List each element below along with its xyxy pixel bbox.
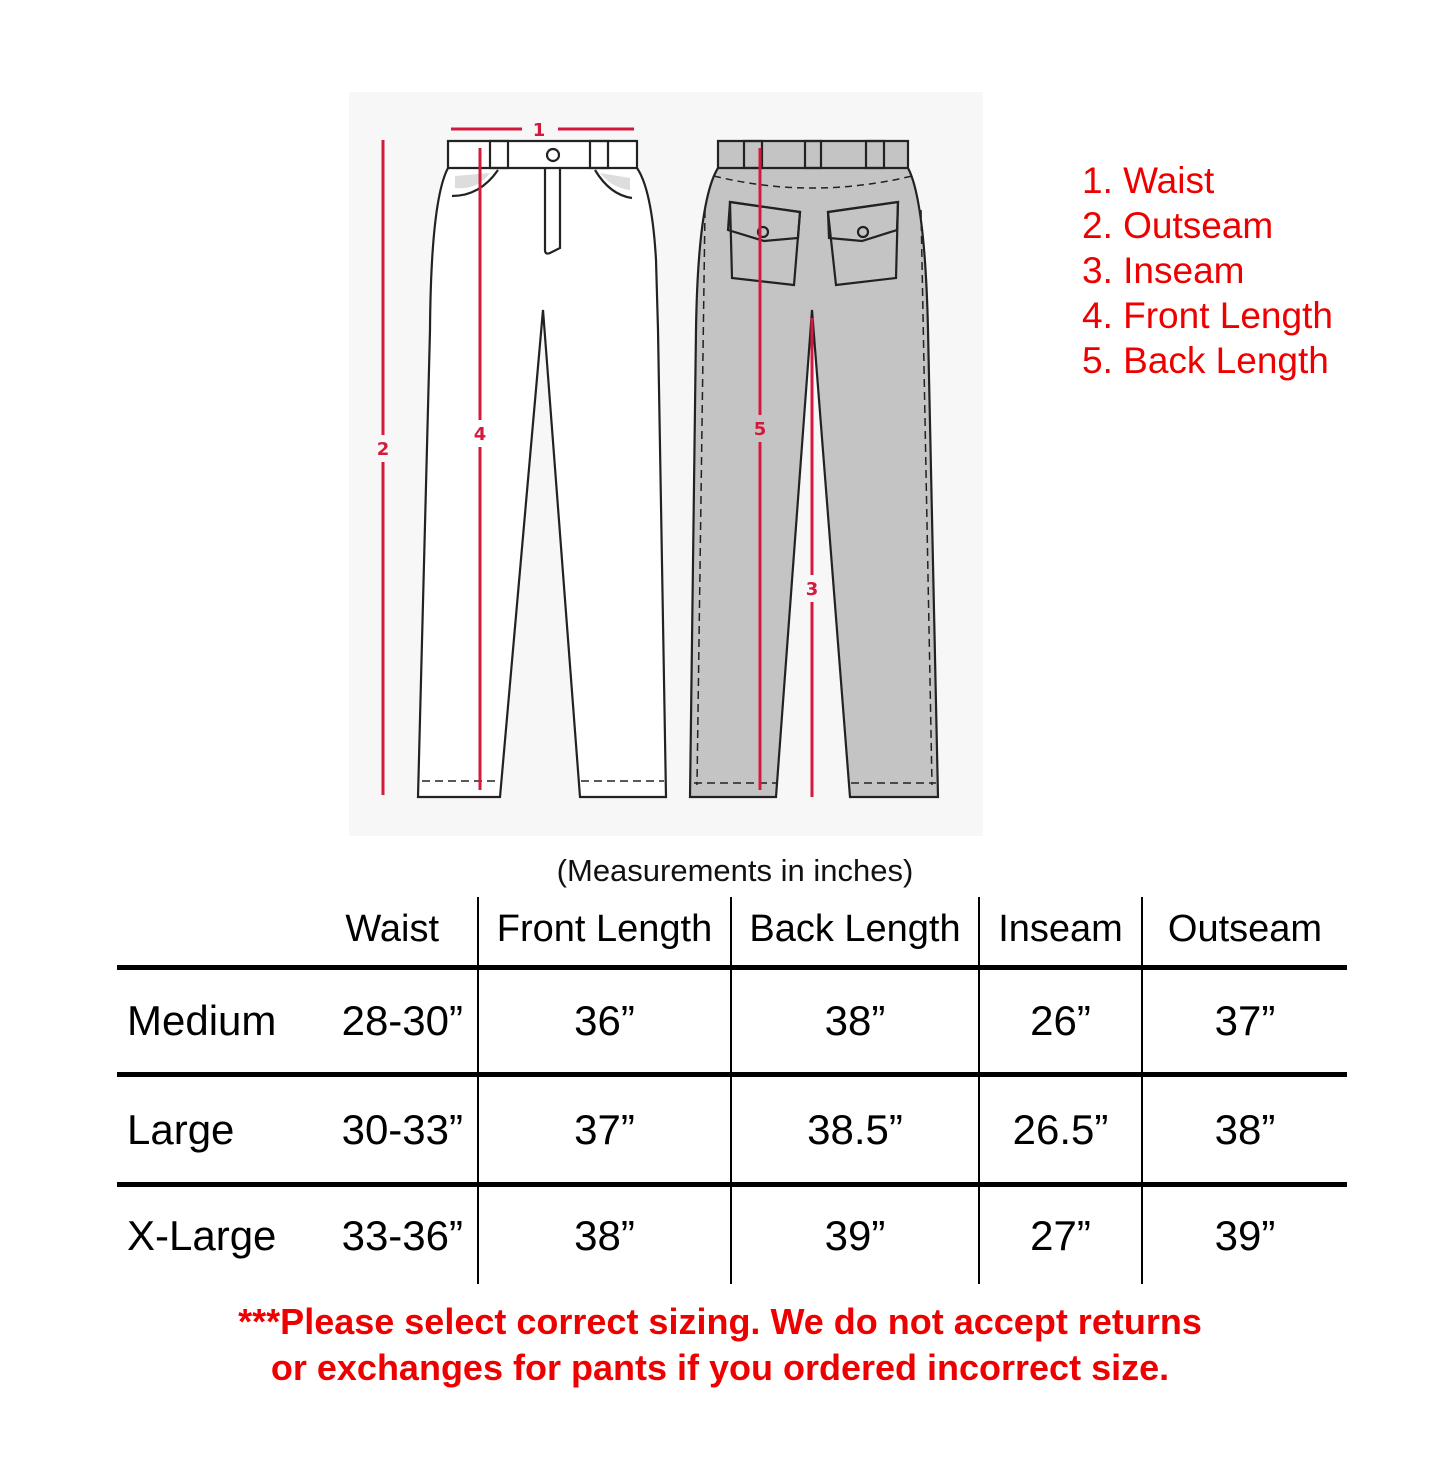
callout-inseam: 3 [805,579,819,600]
size-label: Medium [117,968,313,1075]
header-outseam: Outseam [1142,897,1347,968]
disclaimer-line-1: ***Please select correct sizing. We do not accept returns [238,1301,1202,1342]
cell-waist: 30-33” [313,1075,478,1185]
callout-waist: 1 [532,120,546,141]
callout-back-length: 5 [753,419,767,440]
disclaimer-line-2: or exchanges for pants if you ordered incorrect size. [270,1347,1170,1388]
size-label: X-Large [127,1211,277,1259]
cell-outseam: 37” [1142,968,1347,1075]
legend-item-front-length: 4. Front Length [1082,295,1333,336]
cell-waist: 33-36” [341,1211,463,1259]
header-inseam: Inseam [979,897,1142,968]
callout-front-length: 4 [473,424,487,445]
legend-item-outseam: 2. Outseam [1082,205,1274,246]
callout-outseam: 2 [376,439,390,460]
cell-back-length: 39” [731,1185,979,1285]
cell-outseam: 38” [1142,1075,1347,1185]
cell-inseam: 26” [979,968,1142,1075]
table-header-row [117,897,1347,968]
table-row [117,968,1347,1075]
legend-item-back-length: 5. Back Length [1082,340,1329,381]
cell-waist: 28-30” [313,968,478,1075]
size-chart-table [117,897,1347,1284]
table-row [117,1185,1347,1285]
cell-inseam: 27” [979,1185,1142,1285]
size-label: Large [117,1075,313,1185]
units-note: (Measurements in inches) [556,853,914,888]
header-back-length: Back Length [731,897,979,968]
measurement-legend [1082,158,1333,383]
header-waist: Waist [313,897,478,968]
legend-item-inseam: 3. Inseam [1082,250,1245,291]
header-size [117,897,313,968]
legend-item-waist: 1. Waist [1082,160,1215,201]
table-row [117,1075,1347,1185]
cell-outseam: 39” [1142,1185,1347,1285]
cell-front-length: 36” [478,968,731,1075]
header-front-length: Front Length [478,897,731,968]
cell-back-length: 38” [731,968,979,1075]
cell-inseam: 26.5” [979,1075,1142,1185]
sizing-disclaimer [0,1299,1440,1391]
cell-front-length: 37” [478,1075,731,1185]
cell-front-length: 38” [478,1185,731,1285]
cell-back-length: 38.5” [731,1075,979,1185]
